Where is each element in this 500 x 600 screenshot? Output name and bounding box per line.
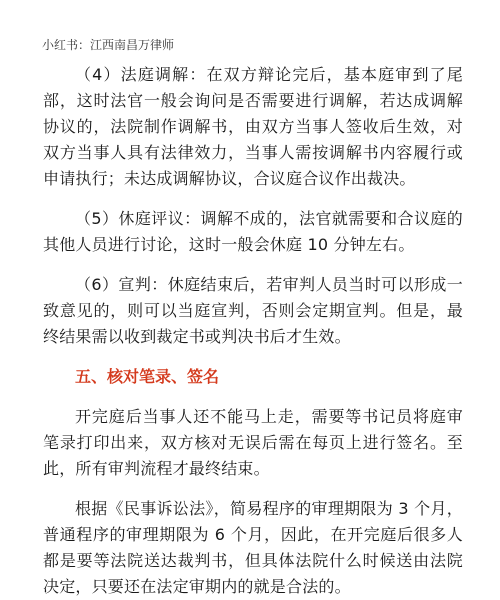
paragraph-court-mediation: （4）法庭调解：在双方辩论完后，基本庭审到了尾部，这时法官一般会询问是否需要进行调解，若达成调解协议的，法院制作调解书，由双方当事人签收后生效，对双方当事人具有法律效力，当事人需按调解书内容履行或申请执行；未达成调解协议，合议庭合议作出裁决。	[43, 65, 463, 188]
paragraph-recess-deliberation: （5）休庭评议：调解不成的，法官就需要和合议庭的其他人员进行讨论，这时一般会休庭 10 分钟左右。	[43, 209, 463, 254]
paragraph-verify-record: 开完庭后当事人还不能马上走，需要等书记员将庭审笔录打印出来，双方核对无误后需在每页上进行签名。至此，所有审判流程才最终结束。	[43, 407, 463, 478]
paragraph-trial-period: 根据《民事诉讼法》，简易程序的审理期限为 3 个月，普通程序的审理期限为 6 个月，因此，在开完庭后很多人都是要等法院送达裁判书，但具体法院什么时候送由法院决定，只要还在法定审期内的就是合法的。	[43, 499, 463, 596]
document-body	[43, 62, 463, 596]
paragraph-judgment-announcement: （6）宣判：休庭结束后，若审判人员当时可以形成一致意见的，则可以当庭宣判，否则会定期宣判。但是，最终结果需以收到裁定书或判决书后才生效。	[43, 275, 463, 346]
paragraph-clip	[43, 496, 463, 596]
watermark-text: 小红书：江西南昌万律师	[42, 38, 175, 52]
section-heading-verify-record: 五、核对笔录、签名	[75, 367, 220, 386]
